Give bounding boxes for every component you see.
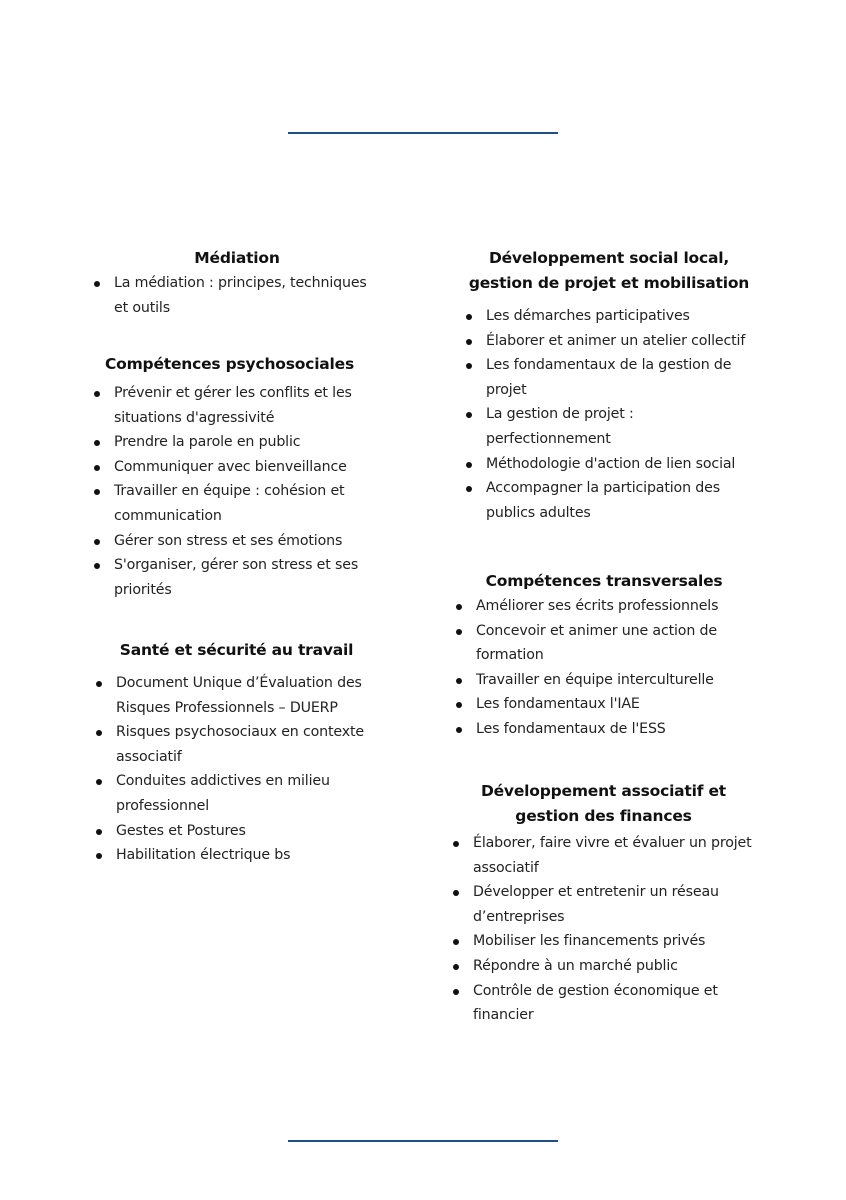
bullet-icon xyxy=(94,563,100,569)
section-mediation xyxy=(92,246,382,320)
item-list xyxy=(94,671,379,868)
bullet-icon xyxy=(453,841,459,847)
section-title: Compétences transversales xyxy=(485,572,723,590)
list-item: La gestion de projet : perfectionnement xyxy=(464,402,661,451)
list-item: Prendre la parole en public xyxy=(92,430,367,455)
bullet-icon xyxy=(456,629,462,635)
bullet-icon xyxy=(96,853,102,859)
list-item: Élaborer et animer un atelier collectif xyxy=(464,329,754,354)
list-item: Les démarches participatives xyxy=(464,304,754,329)
bullet-icon xyxy=(453,939,459,945)
item-list xyxy=(92,381,367,602)
section-competences-psychosociales xyxy=(92,352,367,602)
list-item: Travailler en équipe : cohésion et communication xyxy=(92,479,367,528)
item-list xyxy=(464,304,754,525)
section-title: Médiation xyxy=(194,249,280,267)
bullet-icon xyxy=(96,681,102,687)
list-item: Prévenir et gérer les conflits et les situations d'agressivité xyxy=(92,381,367,430)
list-item: Gestes et Postures xyxy=(94,819,379,844)
list-item: Méthodologie d'action de lien social xyxy=(464,452,754,477)
list-item: Les fondamentaux l'IAE xyxy=(454,692,754,717)
bullet-icon xyxy=(456,604,462,610)
bullet-icon xyxy=(94,281,100,287)
item-list xyxy=(451,831,756,1028)
list-item: La médiation : principes, techniques et outils xyxy=(92,271,382,320)
list-item: Document Unique d’Évaluation des Risques Professionnels – DUERP xyxy=(94,671,379,720)
list-item: Améliorer ses écrits professionnels xyxy=(454,594,754,619)
list-item: Conduites addictives en milieu professionnel xyxy=(94,769,379,818)
top-divider xyxy=(288,132,558,134)
section-title: Développement associatif et gestion des finances xyxy=(480,782,727,825)
list-item: Gérer son stress et ses émotions xyxy=(92,529,367,554)
list-item: Mobiliser les financements privés xyxy=(451,929,756,954)
list-item: Communiquer avec bienveillance xyxy=(92,455,367,480)
list-item: Élaborer, faire vivre et évaluer un projet associatif xyxy=(451,831,756,880)
section-developpement-social-local xyxy=(464,246,754,525)
bullet-icon xyxy=(96,779,102,785)
bullet-icon xyxy=(453,964,459,970)
list-item: Accompagner la participation des publics adultes xyxy=(464,476,746,525)
list-item: Développer et entretenir un réseau d’entreprises xyxy=(451,880,733,929)
list-item: Les fondamentaux de la gestion de projet xyxy=(464,353,741,402)
item-list xyxy=(454,594,754,742)
list-item: Travailler en équipe interculturelle xyxy=(454,668,754,693)
bullet-icon xyxy=(466,314,472,320)
bullet-icon xyxy=(466,363,472,369)
section-developpement-associatif xyxy=(451,779,756,1028)
bullet-icon xyxy=(456,727,462,733)
bullet-icon xyxy=(466,486,472,492)
bullet-icon xyxy=(94,489,100,495)
list-item: S'organiser, gérer son stress et ses priorités xyxy=(92,553,367,602)
bullet-icon xyxy=(466,339,472,345)
bullet-icon xyxy=(94,539,100,545)
section-title: Développement social local, gestion de projet et mobilisation xyxy=(468,249,750,292)
bottom-divider xyxy=(288,1140,558,1142)
list-item: Habilitation électrique bs xyxy=(94,843,379,868)
list-item: Concevoir et animer une action de formation xyxy=(454,619,731,668)
item-list xyxy=(92,271,382,320)
bullet-icon xyxy=(453,890,459,896)
bullet-icon xyxy=(96,730,102,736)
bullet-icon xyxy=(466,462,472,468)
section-sante-securite xyxy=(94,638,379,868)
bullet-icon xyxy=(94,391,100,397)
bullet-icon xyxy=(453,989,459,995)
bullet-icon xyxy=(94,465,100,471)
section-title: Santé et sécurité au travail xyxy=(119,641,354,659)
list-item: Répondre à un marché public xyxy=(451,954,756,979)
bullet-icon xyxy=(456,678,462,684)
bullet-icon xyxy=(456,702,462,708)
section-title: Compétences psychosociales xyxy=(104,355,355,373)
section-competences-transversales xyxy=(454,569,754,742)
bullet-icon xyxy=(466,412,472,418)
bullet-icon xyxy=(94,440,100,446)
bullet-icon xyxy=(96,829,102,835)
list-item: Contrôle de gestion économique et financier xyxy=(451,979,748,1028)
list-item: Les fondamentaux de l'ESS xyxy=(454,717,754,742)
list-item: Risques psychosociaux en contexte associatif xyxy=(94,720,379,769)
